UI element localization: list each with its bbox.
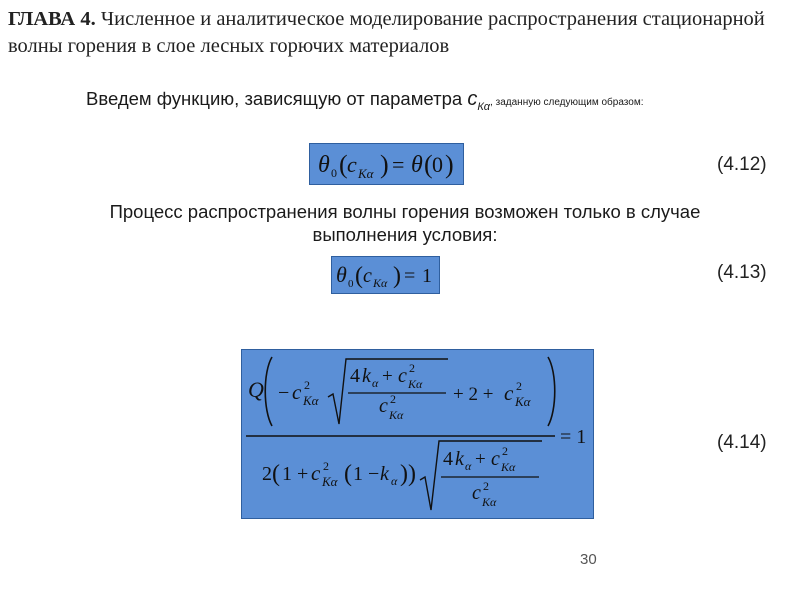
formula-4-12 <box>309 143 464 185</box>
svg-text:Kα: Kα <box>389 408 404 422</box>
formula-4-14-math <box>242 350 593 518</box>
svg-text:2: 2 <box>262 463 272 485</box>
formula-4-12-math <box>310 144 463 184</box>
svg-text:θ: θ <box>318 152 330 178</box>
svg-text:= 1: = 1 <box>560 426 587 448</box>
svg-text:α: α <box>391 474 398 488</box>
svg-text:=: = <box>404 265 416 287</box>
svg-text:c: c <box>379 395 388 417</box>
svg-text:(: ( <box>339 150 348 179</box>
svg-text:Kα: Kα <box>482 495 497 509</box>
intro-line <box>86 88 786 113</box>
svg-text:=: = <box>392 152 405 177</box>
parameter-symbol: $с_{К\alpha}$ <box>467 88 491 113</box>
svg-text:2: 2 <box>483 479 489 493</box>
svg-text:Kα: Kα <box>373 276 388 290</box>
svg-text:Kα: Kα <box>501 460 516 474</box>
svg-text:(: ( <box>424 150 433 179</box>
svg-text:0: 0 <box>331 166 337 180</box>
svg-text:θ: θ <box>336 262 347 287</box>
svg-text:c: c <box>472 482 481 504</box>
svg-text:k: k <box>455 448 464 470</box>
svg-text:c: c <box>491 448 500 470</box>
svg-text:(: ( <box>272 461 280 487</box>
equation-number-4-14: (4.14) <box>717 432 767 453</box>
svg-text:Kα: Kα <box>358 166 374 181</box>
svg-text:c: c <box>292 380 302 404</box>
svg-text:2: 2 <box>516 379 522 393</box>
svg-text:0: 0 <box>432 152 443 177</box>
svg-text:): ) <box>408 461 416 487</box>
svg-text:k: k <box>380 463 389 485</box>
formula-4-13-math <box>332 257 439 293</box>
svg-text:2: 2 <box>323 459 329 473</box>
svg-text:1 +: 1 + <box>282 463 309 485</box>
svg-text:4: 4 <box>350 365 360 387</box>
svg-text:1: 1 <box>422 265 432 287</box>
svg-text:α: α <box>372 376 379 390</box>
svg-text:+: + <box>475 449 486 470</box>
intro-text: Введем функцию, зависящую от параметра <box>86 88 468 109</box>
svg-text:2: 2 <box>304 378 310 392</box>
svg-text:): ) <box>445 150 454 179</box>
svg-text:c: c <box>347 152 357 177</box>
process-condition-text: Процесс распространения волны горения возможен только в случае выполнения условия: <box>109 201 701 245</box>
chapter-heading <box>8 6 788 60</box>
svg-text:2: 2 <box>502 444 508 458</box>
svg-text:4: 4 <box>443 448 453 470</box>
svg-text:1 −: 1 − <box>353 463 380 485</box>
svg-text:Kα: Kα <box>408 377 423 391</box>
equation-number-4-13: (4.13) <box>717 262 767 283</box>
svg-text:c: c <box>398 365 407 387</box>
svg-text:+: + <box>382 366 393 387</box>
svg-text:): ) <box>380 150 389 179</box>
svg-text:2: 2 <box>390 392 396 406</box>
equation-number-4-12: (4.12) <box>717 154 767 175</box>
svg-text:Kα: Kα <box>322 474 338 489</box>
page-number: 30 <box>580 551 597 568</box>
svg-text:(: ( <box>344 461 352 487</box>
intro-small-text: , заданную следующим образом: <box>490 97 644 108</box>
svg-text:c: c <box>504 381 514 405</box>
svg-text:Q: Q <box>248 377 264 402</box>
formula-4-14 <box>241 349 594 519</box>
svg-text:(: ( <box>355 263 363 289</box>
svg-text:Kα: Kα <box>303 393 319 408</box>
svg-text:+ 2 +: + 2 + <box>453 384 494 405</box>
svg-text:): ) <box>400 461 408 487</box>
chapter-label: ГЛАВА 4. <box>8 8 96 30</box>
svg-text:0: 0 <box>348 278 354 290</box>
svg-text:−: − <box>278 382 290 404</box>
svg-text:c: c <box>363 265 372 287</box>
svg-text:k: k <box>362 365 371 387</box>
svg-text:c: c <box>311 461 321 485</box>
svg-text:2: 2 <box>409 361 415 375</box>
svg-text:α: α <box>465 459 472 473</box>
svg-text:): ) <box>393 263 401 289</box>
chapter-title: Численное и аналитическое моделирование распространения стационарной волны горения в слое лесных горючих материалов <box>8 8 765 57</box>
formula-4-13 <box>331 256 440 294</box>
svg-text:θ: θ <box>411 152 423 178</box>
svg-text:Kα: Kα <box>515 394 531 409</box>
